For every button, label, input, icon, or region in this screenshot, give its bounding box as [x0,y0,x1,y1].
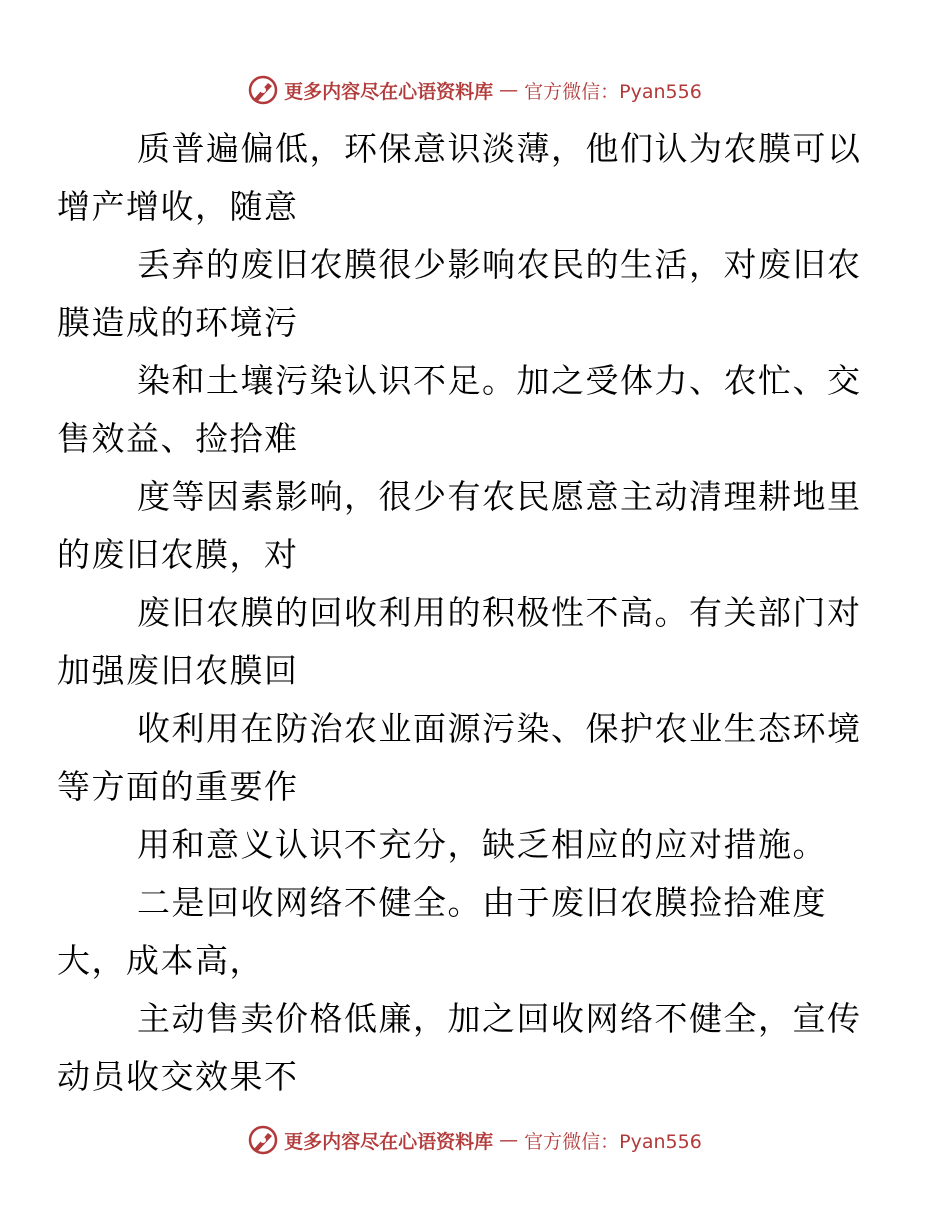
header-slogan: 更多内容尽在心语资料库 [284,80,494,103]
text-line: 加强废旧农膜回 [57,651,299,690]
text-line: 废旧农膜的回收利用的积极性不高。有关部门对 [137,593,862,632]
text-line: 染和土壤污染认识不足。加之受体力、农忙、交 [137,361,862,400]
paragraph [57,120,862,236]
brand-logo-icon [248,75,278,105]
paragraph [57,468,862,584]
document-body [57,120,862,1106]
paragraph [57,584,862,700]
text-line: 二是回收网络不健全。由于废旧农膜捡拾难度 [137,883,827,922]
footer-separator: — [499,1129,519,1151]
text-line: 度等因素影响，很少有农民愿意主动清理耕地里 [137,477,862,516]
paragraph [57,990,862,1106]
text-line: 膜造成的环境污 [57,303,299,342]
text-line: 丢弃的废旧农膜很少影响农民的生活，对废旧农 [137,245,862,284]
paragraph [57,874,857,990]
text-line: 动员收交效果不 [57,1057,299,1096]
header-separator: — [499,79,519,101]
header-wechat: 官方微信：Pyan556 [524,80,702,103]
text-line: 售效益、捡拾难 [57,419,299,458]
paragraph [57,236,862,352]
paragraph [97,816,857,874]
text-line: 大，成本高， [57,941,264,980]
text-line: 主动售卖价格低廉，加之回收网络不健全，宣传 [137,999,862,1038]
text-line: 用和意义认识不充分，缺乏相应的应对措施。 [137,825,827,864]
text-line: 收利用在防治农业面源污染、保护农业生态环境 [137,709,862,748]
brand-logo-icon [248,1125,278,1155]
text-line: 的废旧农膜，对 [57,535,299,574]
text-line: 质普遍偏低，环保意识淡薄，他们认为农膜可以 [137,129,862,168]
footer-wechat: 官方微信：Pyan556 [524,1130,702,1153]
header-banner [0,72,950,108]
footer-slogan: 更多内容尽在心语资料库 [284,1130,494,1153]
footer-banner [0,1122,950,1158]
text-line: 增产增收，随意 [57,187,299,226]
text-line: 等方面的重要作 [57,767,299,806]
paragraph [57,700,862,816]
paragraph [57,352,862,468]
